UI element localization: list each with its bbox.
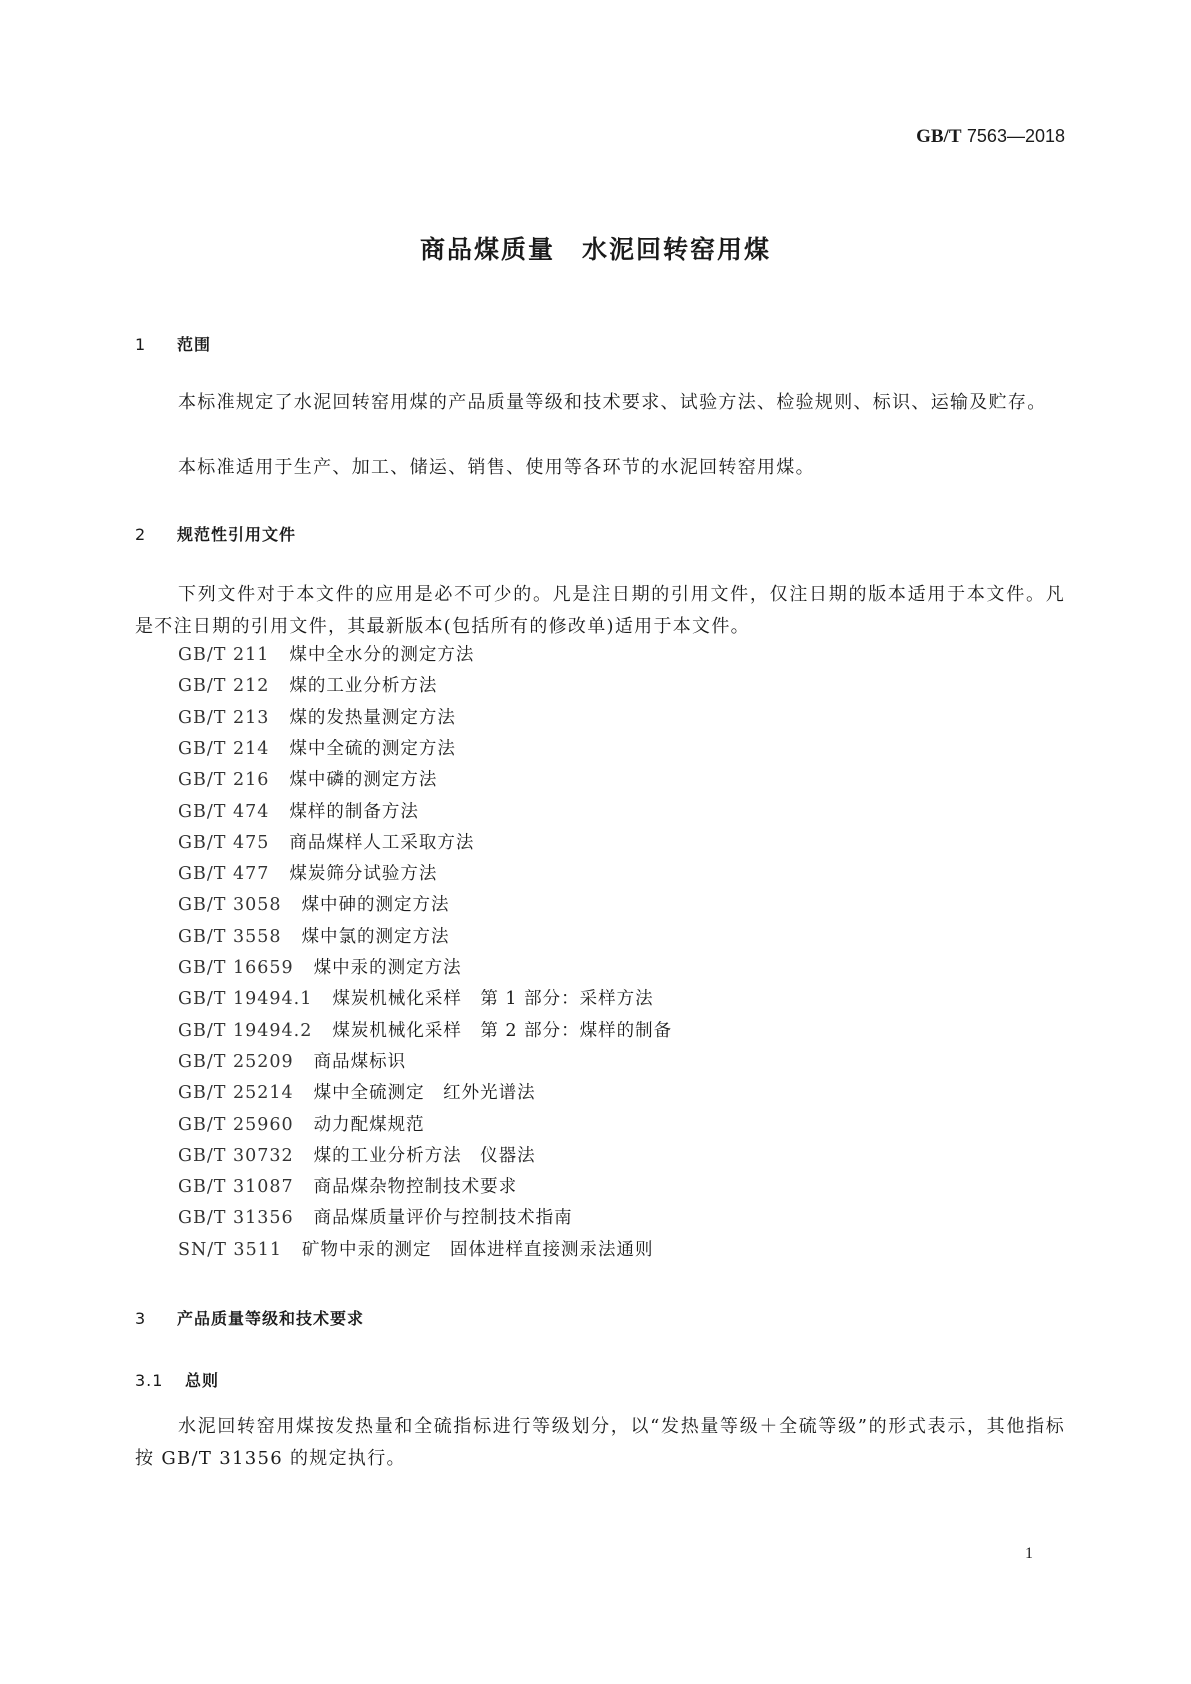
reference-item xyxy=(178,1141,536,1172)
reference-item xyxy=(178,1203,573,1234)
reference-title: 煤样的制备方法 xyxy=(289,801,419,822)
reference-title: 煤炭筛分试验方法 xyxy=(289,864,438,885)
page-number: 1 xyxy=(1025,1545,1033,1562)
reference-title: 煤中砷的测定方法 xyxy=(301,895,450,916)
reference-code: GB/T 211 xyxy=(178,645,270,665)
document-header xyxy=(0,126,1065,148)
reference-item xyxy=(178,1172,517,1203)
reference-title: 商品煤质量评价与控制技术指南 xyxy=(313,1208,573,1229)
section-3-1-heading xyxy=(135,1368,219,1391)
reference-title: 煤中汞的测定方法 xyxy=(313,958,462,978)
reference-code: GB/T 475 xyxy=(178,832,270,853)
section-1-paragraph-1: 本标准规定了水泥回转窑用煤的产品质量等级和技术要求、试验方法、检验规则、标识、运输及贮存。 xyxy=(178,392,1047,413)
section-1-heading xyxy=(135,332,211,355)
section-3-1-paragraph: 水泥回转窑用煤按发热量和全硫指标进行等级划分，以“发热量等级＋全硫等级”的形式表示，其他指标按 GB/T 31356 的规定执行。 xyxy=(135,1416,1065,1469)
section-title: 范围 xyxy=(177,335,212,354)
reference-title: 煤的工业分析方法 仪器法 xyxy=(313,1145,536,1166)
reference-title: 商品煤样人工采取方法 xyxy=(289,832,475,853)
reference-code: GB/T 25209 xyxy=(178,1051,294,1072)
page-title: 商品煤质量 水泥回转窑用煤 xyxy=(419,235,771,264)
reference-item xyxy=(178,671,437,702)
reference-code: GB/T 214 xyxy=(178,738,270,759)
reference-code: GB/T 3558 xyxy=(178,926,282,947)
section-title: 规范性引用文件 xyxy=(177,525,297,544)
reference-title: 煤炭机械化采样 第 1 部分：采样方法 xyxy=(332,989,654,1010)
reference-title: 矿物中汞的测定 固体进样直接测汞法通则 xyxy=(301,1239,654,1260)
reference-code: GB/T 31087 xyxy=(178,1177,294,1198)
reference-code: GB/T 16659 xyxy=(178,958,294,978)
reference-item xyxy=(178,953,462,984)
reference-title: 商品煤杂物控制技术要求 xyxy=(313,1177,518,1198)
reference-code: GB/T 474 xyxy=(178,801,270,822)
reference-item xyxy=(178,922,450,953)
section-2-paragraph: 下列文件对于本文件的应用是必不可少的。凡是注日期的引用文件，仅注日期的版本适用于本文件。凡是不注日期的引用文件，其最新版本(包括所有的修改单)适用于本文件。 xyxy=(135,584,1065,637)
section-title: 产品质量等级和技术要求 xyxy=(177,1309,365,1328)
reference-code: GB/T 19494.2 xyxy=(178,1020,313,1041)
reference-title: 煤中氯的测定方法 xyxy=(301,926,450,947)
reference-item xyxy=(178,859,437,890)
reference-code: GB/T 30732 xyxy=(178,1145,294,1166)
section-3-heading xyxy=(135,1306,364,1329)
reference-item xyxy=(178,1047,406,1078)
reference-item xyxy=(178,640,474,671)
standard-prefix: GB/T xyxy=(916,126,962,147)
reference-title: 煤的工业分析方法 xyxy=(289,676,438,697)
section-number: 3 xyxy=(135,1309,147,1328)
section-2-heading xyxy=(135,522,296,545)
reference-code: GB/T 216 xyxy=(178,770,270,791)
reference-item xyxy=(178,797,419,828)
section-number: 2 xyxy=(135,525,147,544)
reference-item xyxy=(178,828,474,859)
reference-code: GB/T 19494.1 xyxy=(178,989,313,1010)
reference-code: SN/T 3511 xyxy=(178,1239,282,1260)
reference-item xyxy=(178,1235,653,1266)
reference-title: 煤中全硫的测定方法 xyxy=(289,738,456,759)
reference-title: 动力配煤规范 xyxy=(313,1114,425,1135)
reference-code: GB/T 31356 xyxy=(178,1208,294,1229)
section-number: 3.1 xyxy=(135,1371,164,1390)
reference-title: 煤炭机械化采样 第 2 部分：煤样的制备 xyxy=(332,1020,673,1041)
reference-code: GB/T 25960 xyxy=(178,1114,294,1135)
reference-code: GB/T 3058 xyxy=(178,895,282,916)
section-title: 总则 xyxy=(185,1371,220,1390)
reference-code: GB/T 25214 xyxy=(178,1083,294,1104)
reference-title: 煤中全水分的测定方法 xyxy=(289,645,475,665)
reference-title: 煤中全硫测定 红外光谱法 xyxy=(313,1083,536,1104)
reference-item xyxy=(178,1078,536,1109)
reference-item xyxy=(178,890,450,921)
reference-item xyxy=(178,1110,425,1141)
reference-item xyxy=(178,703,456,734)
reference-title: 煤的发热量测定方法 xyxy=(289,707,456,728)
section-number: 1 xyxy=(135,335,147,354)
reference-item xyxy=(178,765,437,796)
reference-code: GB/T 477 xyxy=(178,864,270,885)
reference-item xyxy=(178,1016,672,1047)
section-1-paragraph-2: 本标准适用于生产、加工、储运、销售、使用等各环节的水泥回转窑用煤。 xyxy=(178,457,815,478)
reference-code: GB/T 212 xyxy=(178,676,270,697)
reference-item xyxy=(178,734,456,765)
reference-item xyxy=(178,984,654,1015)
reference-title: 商品煤标识 xyxy=(313,1051,407,1072)
reference-title: 煤中磷的测定方法 xyxy=(289,770,438,791)
reference-code: GB/T 213 xyxy=(178,707,270,728)
standard-number: 7563—2018 xyxy=(966,126,1065,146)
